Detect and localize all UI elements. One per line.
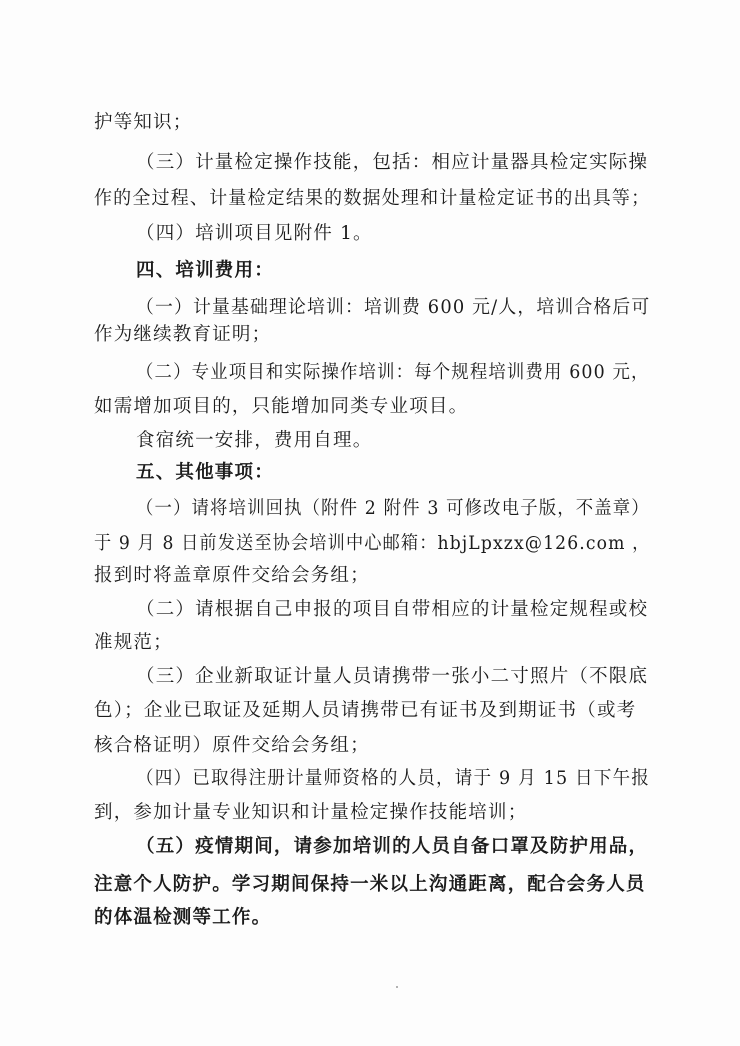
text-line: （一）请将培训回执（附件 2 附件 3 可修改电子版，不盖章） [136, 498, 650, 519]
text-line-emphasis: 的体温检测等工作。 [94, 907, 272, 928]
text-line: 护等知识； [94, 112, 193, 133]
section-heading: 五、其他事项： [136, 462, 274, 483]
text-line: （四）培训项目见附件 1。 [136, 223, 373, 244]
text-line: （三）企业新取证计量人员请携带一张小二寸照片（不限底 [136, 666, 649, 687]
text-line: 核合格证明）原件交给会务组； [94, 735, 370, 756]
text-line: （四）已取得注册计量师资格的人员，请于 9 月 15 日下午报 [136, 768, 651, 789]
text-line: 于 9 月 8 日前发送至协会培训中心邮箱：hbjLpxzx@126.com ， [94, 533, 651, 554]
text-line: 到，参加计量专业知识和计量检定操作技能培训； [94, 802, 528, 823]
text-line: 作的全过程、计量检定结果的数据处理和计量检定证书的出具等； [94, 188, 651, 209]
text-line: （一）计量基础理论培训：培训费 600 元/人，培训合格后可 [136, 297, 651, 318]
text-line-emphasis: 注意个人防护。学习期间保持一米以上沟通距离，配合会务人员 [94, 874, 646, 895]
text-line: 食宿统一安排，费用自理。 [136, 430, 373, 451]
text-line: （三）计量检定操作技能，包括：相应计量器具检定实际操 [136, 152, 649, 173]
text-line: （二）请根据自己申报的项目自带相应的计量检定规程或校 [136, 599, 649, 620]
text-line: （二）专业项目和实际操作培训：每个规程培训费用 600 元， [136, 362, 650, 383]
text-line: 准规范； [94, 632, 173, 653]
text-line: 如需增加项目的，只能增加同类专业项目。 [94, 396, 469, 417]
scan-speck [396, 986, 398, 988]
text-line-emphasis: （五）疫情期间，请参加培训的人员自备口罩及防护用品， [136, 836, 649, 857]
section-heading: 四、培训费用： [136, 260, 274, 281]
text-line: 色）；企业已取证及延期人员请携带已有证书及到期证书（或考 [94, 700, 637, 721]
text-line: 作为继续教育证明； [94, 324, 272, 345]
text-line: 报到时将盖章原件交给会务组； [94, 565, 370, 586]
